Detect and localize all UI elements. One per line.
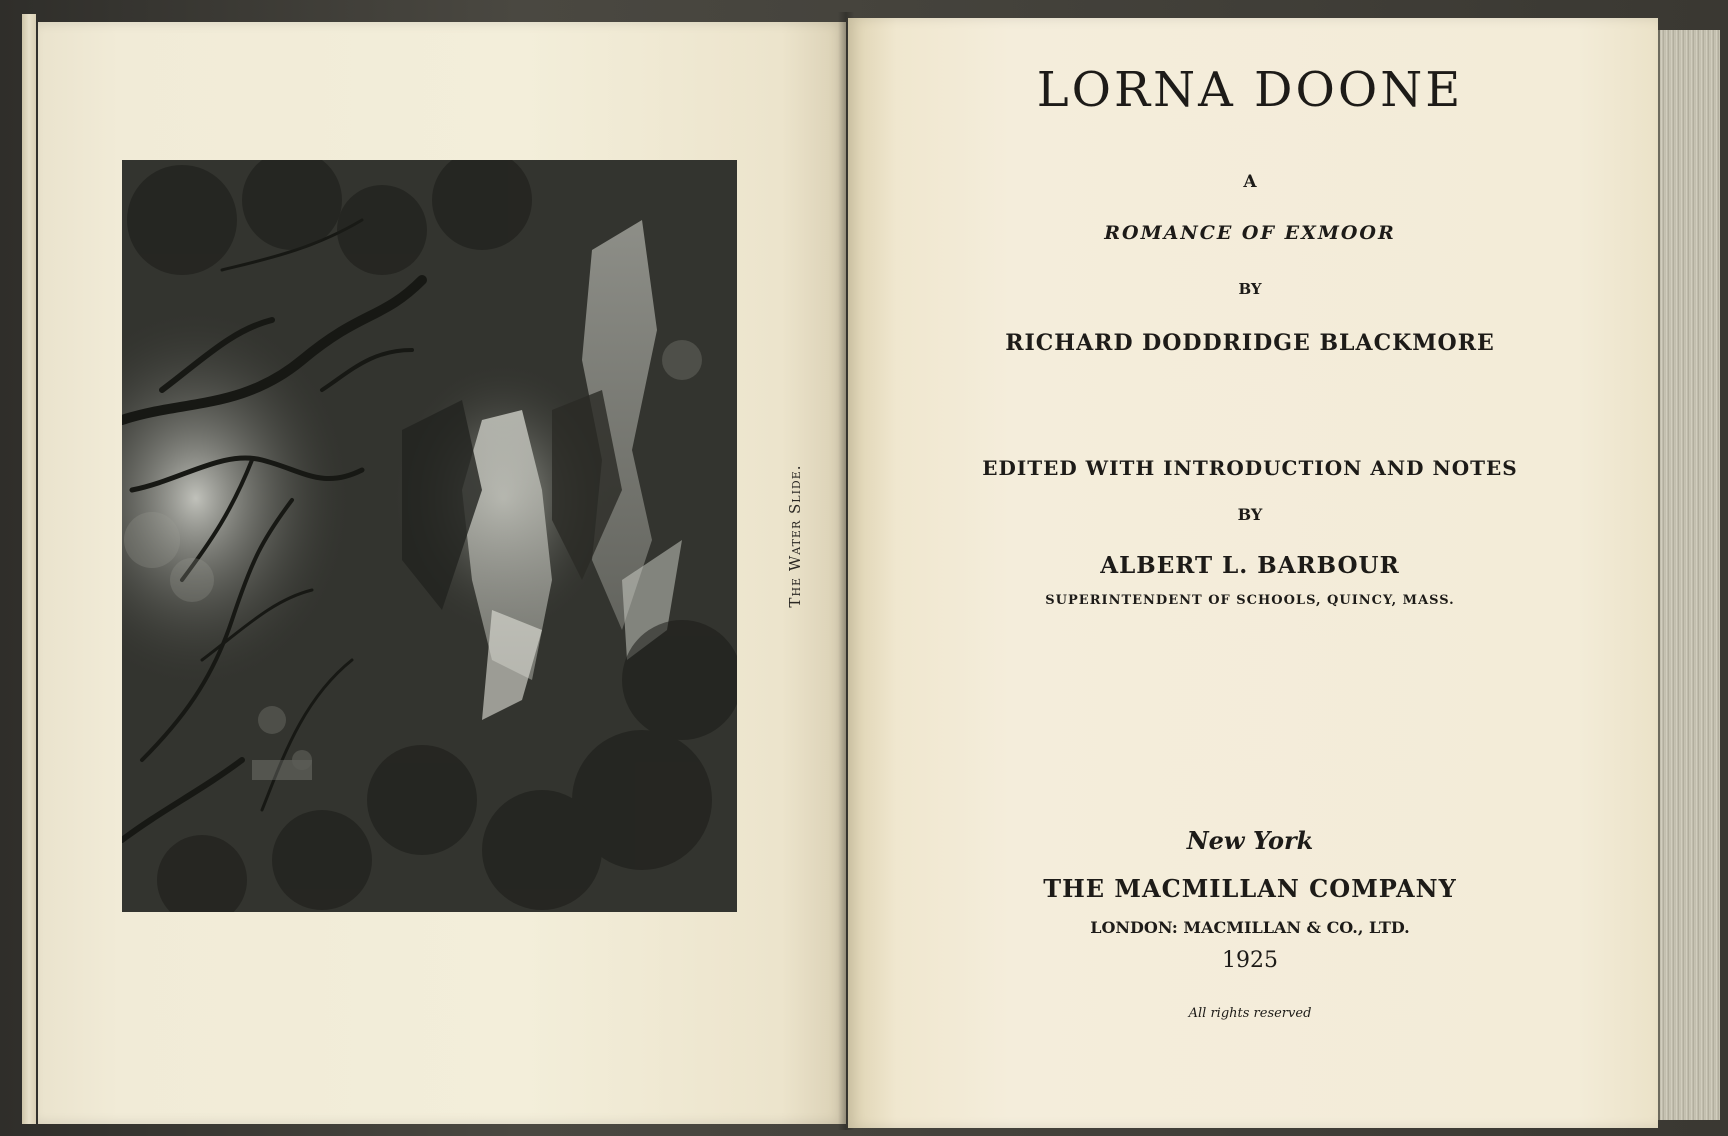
- editor-name: ALBERT L. BARBOUR: [1100, 552, 1400, 579]
- book-title: LORNA DOONE: [1036, 62, 1464, 118]
- publication-year: 1925: [1222, 948, 1278, 973]
- edition-note: EDITED WITH INTRODUCTION AND NOTES: [982, 456, 1518, 480]
- page-block-edge: [1658, 30, 1720, 1120]
- editor-role: SUPERINTENDENT OF SCHOOLS, QUINCY, MASS.: [1045, 593, 1455, 608]
- by-editor-label: BY: [1237, 505, 1263, 524]
- frontispiece-caption-text: The Water Slide.: [786, 464, 804, 608]
- london-imprint: LONDON: MACMILLAN & CO., LTD.: [1090, 918, 1410, 937]
- publisher-city: New York: [1186, 826, 1314, 855]
- by-author-label: BY: [1238, 280, 1262, 298]
- publisher-name: THE MACMILLAN COMPANY: [1043, 874, 1457, 903]
- rights-notice: All rights reserved: [1188, 1006, 1312, 1021]
- author-name: RICHARD DODDRIDGE BLACKMORE: [1005, 330, 1495, 356]
- subtitle: ROMANCE OF EXMOOR: [1104, 222, 1396, 244]
- frontispiece-plate: [122, 160, 737, 912]
- frontispiece-photo: [122, 160, 737, 912]
- left-page-edge: [22, 14, 36, 1124]
- subtitle-article: A: [1243, 172, 1257, 192]
